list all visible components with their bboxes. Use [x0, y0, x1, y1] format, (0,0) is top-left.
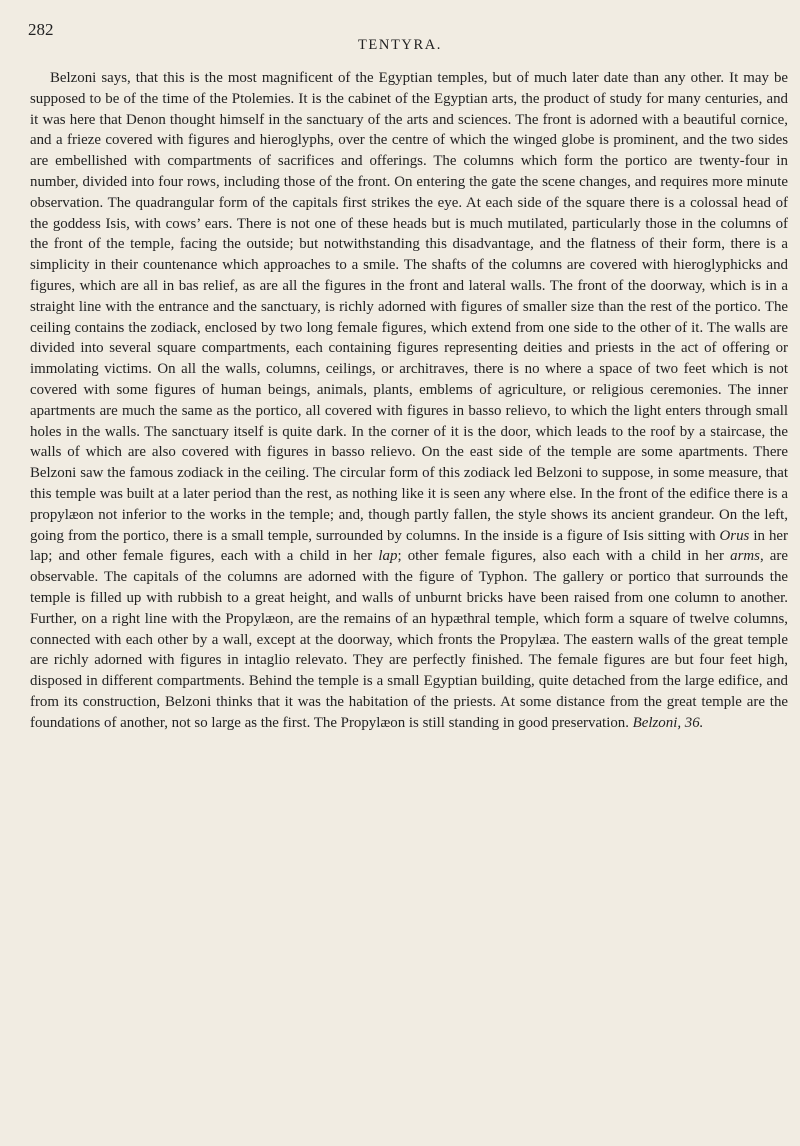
body-paragraph: Belzoni says, that this is the most magnificent of the Egyptian temples, but of much later date than any other. It may be supposed to be of the time of the Ptolemies. It is the cabinet of the Egyptian arts, the product of study for many centuries, and it was here that Denon thought himself in the sanctuary of the arts and sciences. The front is adorned with a beautiful cornice, and a frieze covered with figures and hieroglyphs, over the centre of which the winged globe is prominent, and the two sides are embellished with compartments of sacrifices and offerings. The columns which form the portico are twenty-four in number, divided into four rows, including those of the front. On entering the gate the scene changes, and requires more minute observation. The quadrangular form of the capitals first strikes the eye. At each side of the square there is a colossal head of the goddess Isis, with cows’ ears. There is not one of these heads but is much mutilated, particularly those in the columns of the front of the temple, facing the outside; but notwithstanding this disadvantage, and the flatness of their form, there is a simplicity in their countenance which approaches to a smile. The shafts of the columns are covered with hieroglyphicks and figures, which are all in bas relief, as are all the figures in the front and lateral walls. The front of the doorway, which is in a straight line with the entrance and the sanctuary, is richly adorned with figures of smaller size than the rest of the portico. The ceiling contains the zodiack, enclosed by two long female figures, which extend from one side to the other of it. The walls are divided into several square compartments, each containing figures representing deities and priests in the act of offering or immolating victims. On all the walls, columns, ceilings, or architraves, there is no where a space of two feet which is not covered with some figures of human beings, animals, plants, emblems of agriculture, or religious ceremonies. The inner apartments are much the same as the portico, all covered with figures in basso relievo, to which the light enters through small holes in the walls. The sanctuary itself is quite dark. In the corner of it is the door, which leads to the roof by a staircase, the walls of which are also covered with figures in basso relievo. On the east side of the temple are some apartments. There Belzoni saw the famous zodiack in the ceiling. The circular form of this zodiack led Belzoni to suppose, in some measure, that this temple was built at a later period than the rest, as nothing like it is seen any where else. In the front of the edifice there is a propylæon not inferior to the works in the temple; and, though partly fallen, the style shows its ancient grandeur. On the left, going from the portico, there is a small temple, surrounded by columns. In the inside is a figure of Isis sitting with Orus in her lap; and other female figures, each with a child in her lap; other female figures, also each with a child in her arms, are observable. The capitals of the columns are adorned with the figure of Typhon. The gallery or portico that surrounds the temple is filled up with rubbish to a great height, and walls of unburnt bricks have been raised from one column to another. Further, on a right line with the Propylæon, are the remains of an hypæthral temple, which form a square of twelve columns, connected with each other by a wall, except at the doorway, which fronts the Propylæa. The eastern walls of the great temple are richly adorned with figures in intaglio relevato. They are perfectly finished. The female figures are but four feet high, disposed in different compartments. Behind the temple is a small Egyptian building, quite detached from the large edifice, and from its construction, Belzoni thinks that it was the habitation of the priests. At some distance from the great temple are the foundations of another, not so large as the first. The Propylæon is still standing in good preservation. Belzoni, 36.: [30, 70, 788, 731]
page-number: 282: [28, 20, 54, 39]
running-title: TENTYRA.: [357, 37, 443, 53]
